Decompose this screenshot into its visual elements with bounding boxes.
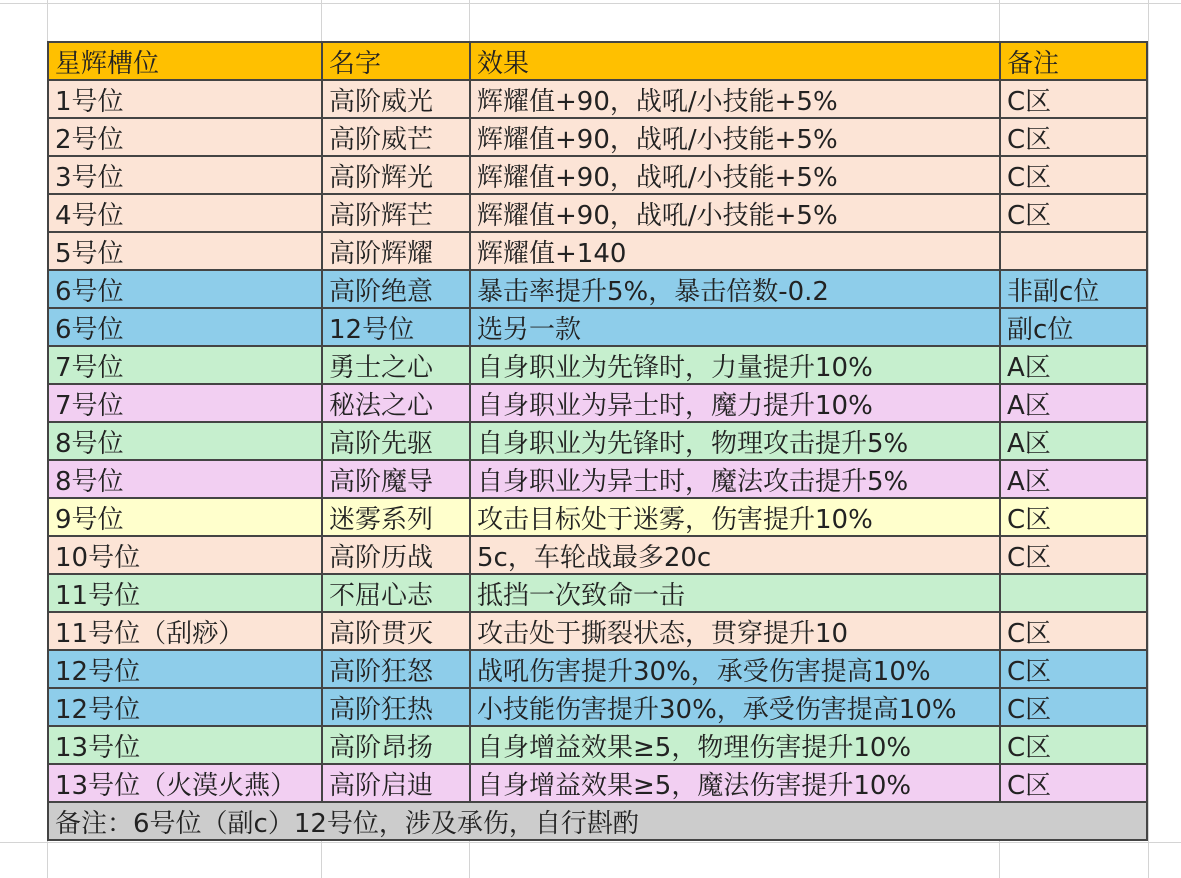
- table-row: [49, 385, 1148, 423]
- table-cell[interactable]: 高阶启迪: [323, 765, 471, 801]
- header-cell[interactable]: 效果: [471, 43, 1001, 79]
- header-cell[interactable]: 星辉槽位: [49, 43, 323, 79]
- table-cell[interactable]: [1001, 575, 1148, 611]
- table-cell[interactable]: 3号位: [49, 157, 323, 193]
- table-cell[interactable]: 辉耀值+90，战吼/小技能+5%: [471, 157, 1001, 193]
- table-cell[interactable]: A区: [1001, 385, 1148, 421]
- table-cell[interactable]: 高阶辉光: [323, 157, 471, 193]
- table-cell[interactable]: 辉耀值+90，战吼/小技能+5%: [471, 81, 1001, 117]
- table-cell[interactable]: 自身增益效果≥5，物理伤害提升10%: [471, 727, 1001, 763]
- table-row: [49, 765, 1148, 803]
- gridline: [0, 842, 1181, 843]
- table-cell[interactable]: 高阶威芒: [323, 119, 471, 155]
- table-cell[interactable]: 自身职业为异士时，魔力提升10%: [471, 385, 1001, 421]
- table-cell[interactable]: 高阶辉芒: [323, 195, 471, 231]
- table-cell[interactable]: 12号位: [49, 689, 323, 725]
- table-cell[interactable]: A区: [1001, 423, 1148, 459]
- table-cell[interactable]: 5c，车轮战最多20c: [471, 537, 1001, 573]
- table-cell[interactable]: 自身职业为先锋时，物理攻击提升5%: [471, 423, 1001, 459]
- table-cell[interactable]: C区: [1001, 651, 1148, 687]
- table-row: [49, 347, 1148, 385]
- table-cell[interactable]: 小技能伤害提升30%，承受伤害提高10%: [471, 689, 1001, 725]
- table-cell[interactable]: 2号位: [49, 119, 323, 155]
- table-cell[interactable]: 高阶贯灭: [323, 613, 471, 649]
- table-cell[interactable]: C区: [1001, 81, 1148, 117]
- table-cell[interactable]: A区: [1001, 347, 1148, 383]
- table-cell[interactable]: 辉耀值+90，战吼/小技能+5%: [471, 119, 1001, 155]
- table-row: [49, 499, 1148, 537]
- header-cell[interactable]: 名字: [323, 43, 471, 79]
- table-cell[interactable]: 副c位: [1001, 309, 1148, 345]
- table-cell[interactable]: 5号位: [49, 233, 323, 269]
- table-cell[interactable]: 9号位: [49, 499, 323, 535]
- table-cell[interactable]: 4号位: [49, 195, 323, 231]
- table-row: [49, 651, 1148, 689]
- table-cell[interactable]: 抵挡一次致命一击: [471, 575, 1001, 611]
- table-cell[interactable]: 战吼伤害提升30%，承受伤害提高10%: [471, 651, 1001, 687]
- table-cell[interactable]: 高阶昂扬: [323, 727, 471, 763]
- table-cell[interactable]: 6号位: [49, 309, 323, 345]
- table-cell[interactable]: 辉耀值+140: [471, 233, 1001, 269]
- table-cell[interactable]: C区: [1001, 157, 1148, 193]
- table-cell[interactable]: 暴击率提升5%，暴击倍数-0.2: [471, 271, 1001, 307]
- table-cell[interactable]: 8号位: [49, 423, 323, 459]
- table-row: [49, 613, 1148, 651]
- table-cell[interactable]: 高阶威光: [323, 81, 471, 117]
- table-cell[interactable]: 6号位: [49, 271, 323, 307]
- table-cell[interactable]: C区: [1001, 499, 1148, 535]
- table-cell[interactable]: 高阶狂热: [323, 689, 471, 725]
- table-cell[interactable]: 高阶先驱: [323, 423, 471, 459]
- table-cell[interactable]: C区: [1001, 689, 1148, 725]
- table-cell[interactable]: 选另一款: [471, 309, 1001, 345]
- header-cell[interactable]: 备注: [1001, 43, 1148, 79]
- table-cell[interactable]: C区: [1001, 613, 1148, 649]
- table-cell[interactable]: 8号位: [49, 461, 323, 497]
- note-cell[interactable]: 备注：6号位（副c）12号位，涉及承伤，自行斟酌: [49, 803, 1148, 839]
- table-row: [49, 81, 1148, 119]
- header-row: [49, 43, 1148, 81]
- table-cell[interactable]: 非副c位: [1001, 271, 1148, 307]
- table-cell[interactable]: 攻击处于撕裂状态，贯穿提升10: [471, 613, 1001, 649]
- table-cell[interactable]: 勇士之心: [323, 347, 471, 383]
- table-cell[interactable]: 13号位（火漠火燕）: [49, 765, 323, 801]
- table-cell[interactable]: 迷雾系列: [323, 499, 471, 535]
- table-cell[interactable]: C区: [1001, 727, 1148, 763]
- table-row: [49, 309, 1148, 347]
- table-cell[interactable]: 攻击目标处于迷雾，伤害提升10%: [471, 499, 1001, 535]
- table-cell[interactable]: 高阶辉耀: [323, 233, 471, 269]
- table-cell[interactable]: 秘法之心: [323, 385, 471, 421]
- table-cell[interactable]: C区: [1001, 537, 1148, 573]
- table-cell[interactable]: 自身职业为异士时，魔法攻击提升5%: [471, 461, 1001, 497]
- table-cell[interactable]: 高阶绝意: [323, 271, 471, 307]
- table-cell[interactable]: 10号位: [49, 537, 323, 573]
- table-cell[interactable]: C区: [1001, 765, 1148, 801]
- table-row: [49, 727, 1148, 765]
- table-cell[interactable]: 12号位: [323, 309, 471, 345]
- table-cell[interactable]: C区: [1001, 195, 1148, 231]
- table-row: [49, 233, 1148, 271]
- table-cell[interactable]: 11号位: [49, 575, 323, 611]
- table-row: [49, 157, 1148, 195]
- table-row: [49, 461, 1148, 499]
- table-cell[interactable]: [1001, 233, 1148, 269]
- table-cell[interactable]: 12号位: [49, 651, 323, 687]
- table-cell[interactable]: 自身职业为先锋时，力量提升10%: [471, 347, 1001, 383]
- table-row: [49, 575, 1148, 613]
- table-row: [49, 689, 1148, 727]
- data-table: [47, 41, 1148, 841]
- note-row: [49, 803, 1148, 841]
- gridline: [0, 3, 1181, 4]
- table-row: [49, 423, 1148, 461]
- table-cell[interactable]: 不屈心志: [323, 575, 471, 611]
- table-cell[interactable]: 7号位: [49, 385, 323, 421]
- table-cell[interactable]: 13号位: [49, 727, 323, 763]
- table-cell[interactable]: 高阶狂怒: [323, 651, 471, 687]
- table-row: [49, 195, 1148, 233]
- table-cell[interactable]: 7号位: [49, 347, 323, 383]
- table-cell[interactable]: 辉耀值+90，战吼/小技能+5%: [471, 195, 1001, 231]
- table-row: [49, 119, 1148, 157]
- table-cell[interactable]: 高阶魔导: [323, 461, 471, 497]
- table-cell[interactable]: 自身增益效果≥5，魔法伤害提升10%: [471, 765, 1001, 801]
- table-cell[interactable]: A区: [1001, 461, 1148, 497]
- table-cell[interactable]: C区: [1001, 119, 1148, 155]
- table-row: [49, 271, 1148, 309]
- table-cell[interactable]: 1号位: [49, 81, 323, 117]
- table-cell[interactable]: 11号位（刮痧）: [49, 613, 323, 649]
- gridline: [1148, 0, 1149, 878]
- table-row: [49, 537, 1148, 575]
- table-cell[interactable]: 高阶历战: [323, 537, 471, 573]
